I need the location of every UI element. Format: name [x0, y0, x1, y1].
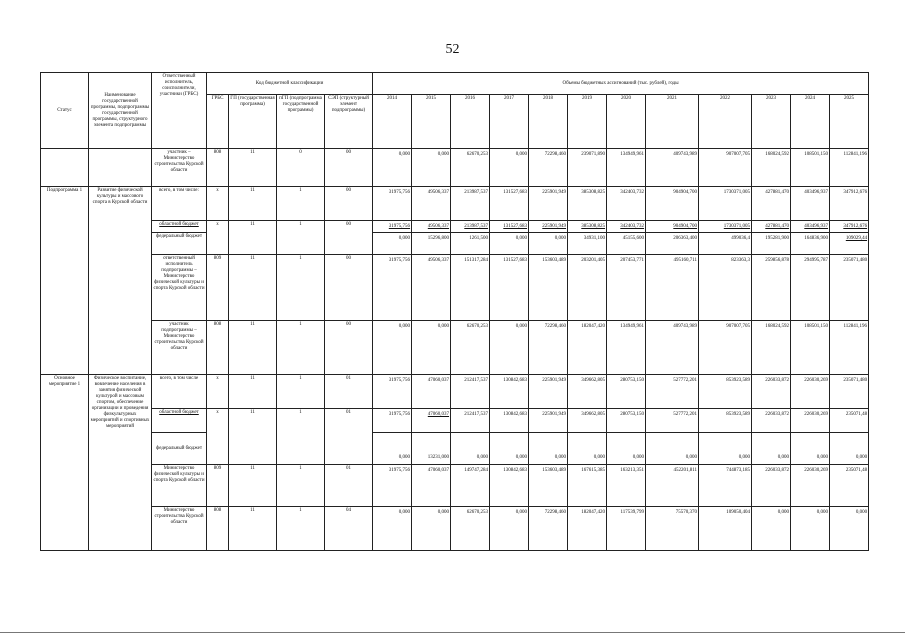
- value-cell: 49506,337: [412, 221, 451, 233]
- value-cell: 212417,537: [451, 409, 490, 433]
- value-cell: 409743,989: [646, 149, 699, 187]
- sei-cell: 01: [325, 409, 373, 465]
- sei-cell: 01: [325, 465, 373, 507]
- value-cell: 131527,683: [490, 221, 529, 233]
- header-budget-code: Код бюджетной классификации: [207, 73, 373, 95]
- value-cell: 347912,676: [830, 187, 869, 221]
- value-cell: 31975,756: [373, 187, 412, 221]
- value-cell: 149747,284: [451, 465, 490, 507]
- table-row: [41, 187, 869, 221]
- header-name: Наименование государственной программы, подпрограммы государственной программы, структурного элемента подпрограммы: [89, 73, 152, 149]
- value-cell: 452201,811: [646, 465, 699, 507]
- table-row: [41, 409, 869, 433]
- value-cell: 108501,150: [791, 321, 830, 375]
- value-cell: 15296,800: [412, 233, 451, 255]
- value-cell: 0,000: [699, 433, 752, 465]
- executor-cell: ответственный исполнитель подпрограммы – Министерство физической культуры и спорта Курской области: [152, 255, 207, 321]
- executor-cell: участник подпрограммы – Министерство строительства Курской области: [152, 321, 207, 375]
- table-row: [41, 465, 869, 507]
- value-cell: 349662,805: [568, 409, 607, 433]
- value-cell: 31975,756: [373, 221, 412, 233]
- value-cell: 0,000: [373, 233, 412, 255]
- value-cell: 225901,949: [529, 409, 568, 433]
- value-cell: 904904,700: [646, 221, 699, 233]
- executor-cell: всего, в том числе: [152, 375, 207, 409]
- value-cell: 226030,269: [791, 375, 830, 409]
- sei-cell: 00: [325, 321, 373, 375]
- executor-cell: областной бюджет: [152, 221, 207, 233]
- value-cell: 0,000: [568, 433, 607, 465]
- value-cell: 108501,150: [791, 149, 830, 187]
- value-cell: 342403,732: [607, 221, 646, 233]
- value-cell: 72298,460: [529, 149, 568, 187]
- value-cell: 403496,937: [791, 187, 830, 221]
- value-cell: 49506,337: [412, 255, 451, 321]
- value-cell: 0,000: [373, 507, 412, 551]
- gp-cell: 11: [229, 149, 277, 187]
- header-year: 2016: [451, 95, 490, 149]
- header-year: 2025: [830, 95, 869, 149]
- executor-cell: федеральный бюджет: [152, 433, 207, 465]
- value-cell: 0,000: [791, 507, 830, 551]
- pgp-cell: 1: [277, 255, 325, 321]
- value-cell: 0,000: [412, 321, 451, 375]
- header-sei: СЭП (структурный элемент подпрограммы): [325, 95, 373, 149]
- value-cell: 130842,683: [490, 465, 529, 507]
- sei-cell: 00: [325, 255, 373, 321]
- value-cell: 527772,201: [646, 375, 699, 409]
- value-cell: 280753,150: [607, 375, 646, 409]
- value-cell: 31975,756: [373, 255, 412, 321]
- value-cell: 1730371,005: [699, 221, 752, 233]
- value-cell: 0,000: [490, 233, 529, 255]
- sei-cell: 00: [325, 221, 373, 255]
- value-cell: 153603,489: [529, 465, 568, 507]
- value-cell: 34931,100: [568, 233, 607, 255]
- grbs-cell: x: [207, 187, 229, 221]
- value-cell: 226033,872: [752, 465, 791, 507]
- value-cell: 0,000: [490, 507, 529, 551]
- gp-cell: 11: [229, 409, 277, 465]
- value-cell: 226030,269: [791, 409, 830, 433]
- value-cell: 0,000: [373, 433, 412, 465]
- name-cell: [89, 149, 152, 187]
- value-cell: 226030,269: [791, 465, 830, 507]
- gp-cell: 11: [229, 221, 277, 255]
- value-cell: 167615,385: [568, 465, 607, 507]
- value-cell: 131527,683: [490, 255, 529, 321]
- grbs-cell: 809: [207, 465, 229, 507]
- value-cell: 151317,284: [451, 255, 490, 321]
- value-cell: 823363,3: [699, 255, 752, 321]
- value-cell: 182047,420: [568, 507, 607, 551]
- value-cell: 226033,872: [752, 375, 791, 409]
- header-year: 2022: [699, 95, 752, 149]
- value-cell: 130842,683: [490, 409, 529, 433]
- value-cell: 259856,878: [752, 255, 791, 321]
- value-cell: 47060,037: [412, 409, 451, 433]
- value-cell: 13231,000: [412, 433, 451, 465]
- value-cell: 0,000: [607, 433, 646, 465]
- grbs-cell: 809: [207, 255, 229, 321]
- grbs-cell: x: [207, 221, 229, 255]
- value-cell: 499036,4: [699, 233, 752, 255]
- executor-cell: Министерство физической культуры и спорта Курской области: [152, 465, 207, 507]
- value-cell: 1730371,005: [699, 187, 752, 221]
- value-cell: 280753,150: [607, 409, 646, 433]
- value-cell: 195281,900: [752, 233, 791, 255]
- page-bottom-line: [0, 632, 905, 633]
- value-cell: 409743,989: [646, 321, 699, 375]
- value-cell: 72298,460: [529, 321, 568, 375]
- header-year: 2024: [791, 95, 830, 149]
- pgp-cell: 1: [277, 507, 325, 551]
- value-cell: 0,000: [830, 507, 869, 551]
- pgp-cell: 1: [277, 375, 325, 409]
- value-cell: 427881,470: [752, 187, 791, 221]
- pgp-cell: 1: [277, 221, 325, 255]
- executor-cell: участник – Министерство строительства Курской области: [152, 149, 207, 187]
- grbs-cell: 808: [207, 507, 229, 551]
- gp-cell: 11: [229, 255, 277, 321]
- value-cell: 213987,537: [451, 221, 490, 233]
- value-cell: 163213,351: [607, 465, 646, 507]
- value-cell: 130842,683: [490, 375, 529, 409]
- table-row: [41, 433, 869, 465]
- value-cell: 907007,705: [699, 321, 752, 375]
- value-cell: 182047,420: [568, 321, 607, 375]
- value-cell: 853923,589: [699, 409, 752, 433]
- value-cell: 0,000: [490, 321, 529, 375]
- gp-cell: 11: [229, 321, 277, 375]
- value-cell: 109029,44: [830, 233, 869, 255]
- value-cell: 203201,405: [568, 255, 607, 321]
- header-year: 2018: [529, 95, 568, 149]
- table-row: [41, 507, 869, 551]
- executor-cell: Министерство строительства Курской области: [152, 507, 207, 551]
- table-row: [41, 221, 869, 233]
- value-cell: 225901,949: [529, 221, 568, 233]
- header-year: 2023: [752, 95, 791, 149]
- executor-cell: федеральный бюджет: [152, 233, 207, 255]
- sei-cell: 04: [325, 507, 373, 551]
- value-cell: 225901,949: [529, 187, 568, 221]
- header-year: 2021: [646, 95, 699, 149]
- header-pgp: пГП (подпрограмма государственной программы): [277, 95, 325, 149]
- value-cell: 347912,676: [830, 221, 869, 233]
- gp-cell: 11: [229, 375, 277, 409]
- status-cell: Основное мероприятие 1: [41, 375, 89, 551]
- value-cell: 164836,900: [791, 233, 830, 255]
- name-cell: Развитие физической культуры и массового спорта в Курской области: [89, 187, 152, 375]
- value-cell: 75570,370: [646, 507, 699, 551]
- value-cell: 0,000: [752, 433, 791, 465]
- pgp-cell: 0: [277, 149, 325, 187]
- value-cell: 112841,196: [830, 321, 869, 375]
- pgp-cell: 1: [277, 187, 325, 221]
- sei-cell: 00: [325, 149, 373, 187]
- value-cell: 239071,890: [568, 149, 607, 187]
- value-cell: 427881,470: [752, 221, 791, 233]
- value-cell: 62670,253: [451, 507, 490, 551]
- pgp-cell: 1: [277, 321, 325, 375]
- value-cell: 226033,872: [752, 409, 791, 433]
- value-cell: 31975,756: [373, 375, 412, 409]
- value-cell: 62670,253: [451, 321, 490, 375]
- value-cell: 131527,683: [490, 187, 529, 221]
- gp-cell: 11: [229, 465, 277, 507]
- value-cell: 0,000: [752, 507, 791, 551]
- header-year: 2015: [412, 95, 451, 149]
- value-cell: 235071,48: [830, 465, 869, 507]
- value-cell: 117539,799: [607, 507, 646, 551]
- header-year: 2020: [607, 95, 646, 149]
- value-cell: 294995,787: [791, 255, 830, 321]
- executor-cell: всего, в том числе:: [152, 187, 207, 221]
- grbs-cell: x: [207, 409, 229, 465]
- value-cell: 403496,937: [791, 221, 830, 233]
- value-cell: 235071,48: [830, 409, 869, 433]
- value-cell: 744873,185: [699, 465, 752, 507]
- value-cell: 134949,961: [607, 321, 646, 375]
- value-cell: 168024,592: [752, 321, 791, 375]
- value-cell: 907007,705: [699, 149, 752, 187]
- table-row: [41, 233, 869, 255]
- value-cell: 134949,961: [607, 149, 646, 187]
- header-executor: Ответственный исполнитель, соисполнители, участники (ГРБС): [152, 73, 207, 149]
- value-cell: 0,000: [646, 433, 699, 465]
- budget-table: [40, 72, 869, 551]
- value-cell: 112841,196: [830, 149, 869, 187]
- header-year: 2017: [490, 95, 529, 149]
- grbs-cell: 808: [207, 149, 229, 187]
- page-number: 52: [445, 42, 460, 57]
- sei-cell: 01: [325, 375, 373, 409]
- value-cell: 0,000: [451, 433, 490, 465]
- value-cell: 0,000: [490, 149, 529, 187]
- value-cell: 47060,037: [412, 465, 451, 507]
- value-cell: 385308,825: [568, 187, 607, 221]
- table-row: [41, 375, 869, 409]
- header-year: 2014: [373, 95, 412, 149]
- value-cell: 31975,756: [373, 465, 412, 507]
- table-row: [41, 321, 869, 375]
- value-cell: 207453,771: [607, 255, 646, 321]
- value-cell: 0,000: [412, 149, 451, 187]
- value-cell: 349662,805: [568, 375, 607, 409]
- value-cell: 0,000: [412, 507, 451, 551]
- grbs-cell: 808: [207, 321, 229, 375]
- value-cell: 1261,500: [451, 233, 490, 255]
- value-cell: 853923,589: [699, 375, 752, 409]
- value-cell: 0,000: [830, 433, 869, 465]
- header-grbs: ГРБС: [207, 95, 229, 149]
- name-cell: Физическое воспитание, вовлечение населения в занятия физической культурой и массовым спортом, обеспечение организации и проведения физкультурных мероприятий и спортивных мероприятий: [89, 375, 152, 551]
- table-row: [41, 149, 869, 187]
- value-cell: 0,000: [373, 321, 412, 375]
- value-cell: 0,000: [490, 433, 529, 465]
- grbs-cell: x: [207, 375, 229, 409]
- value-cell: 72298,460: [529, 507, 568, 551]
- sei-cell: 00: [325, 187, 373, 221]
- value-cell: 495160,711: [646, 255, 699, 321]
- value-cell: 0,000: [529, 433, 568, 465]
- gp-cell: 11: [229, 507, 277, 551]
- pgp-cell: 1: [277, 465, 325, 507]
- pgp-cell: 1: [277, 409, 325, 465]
- value-cell: 49506,337: [412, 187, 451, 221]
- value-cell: 225901,949: [529, 375, 568, 409]
- value-cell: 0,000: [373, 149, 412, 187]
- value-cell: 153603,489: [529, 255, 568, 321]
- status-cell: [41, 149, 89, 187]
- value-cell: 235071,480: [830, 375, 869, 409]
- executor-cell: областной бюджет: [152, 409, 207, 433]
- value-cell: 212417,537: [451, 375, 490, 409]
- value-cell: 213987,537: [451, 187, 490, 221]
- header-status: Статус: [41, 73, 89, 149]
- header-expenses: Объемы бюджетных ассигнований (тыс. рублей), годы: [373, 73, 869, 95]
- value-cell: 45155,600: [607, 233, 646, 255]
- value-cell: 527772,201: [646, 409, 699, 433]
- status-cell: Подпрограмма 1: [41, 187, 89, 375]
- value-cell: 31975,756: [373, 409, 412, 433]
- value-cell: 385308,825: [568, 221, 607, 233]
- value-cell: 235071,480: [830, 255, 869, 321]
- table-row: [41, 255, 869, 321]
- value-cell: 47060,037: [412, 375, 451, 409]
- value-cell: 0,000: [791, 433, 830, 465]
- gp-cell: 11: [229, 187, 277, 221]
- header-year: 2019: [568, 95, 607, 149]
- value-cell: 904904,700: [646, 187, 699, 221]
- value-cell: 168024,592: [752, 149, 791, 187]
- value-cell: 62670,253: [451, 149, 490, 187]
- value-cell: 206363,400: [646, 233, 699, 255]
- value-cell: 342403,732: [607, 187, 646, 221]
- header-gp: ГП (государственная программа): [229, 95, 277, 149]
- value-cell: 0,000: [529, 233, 568, 255]
- value-cell: 109050,404: [699, 507, 752, 551]
